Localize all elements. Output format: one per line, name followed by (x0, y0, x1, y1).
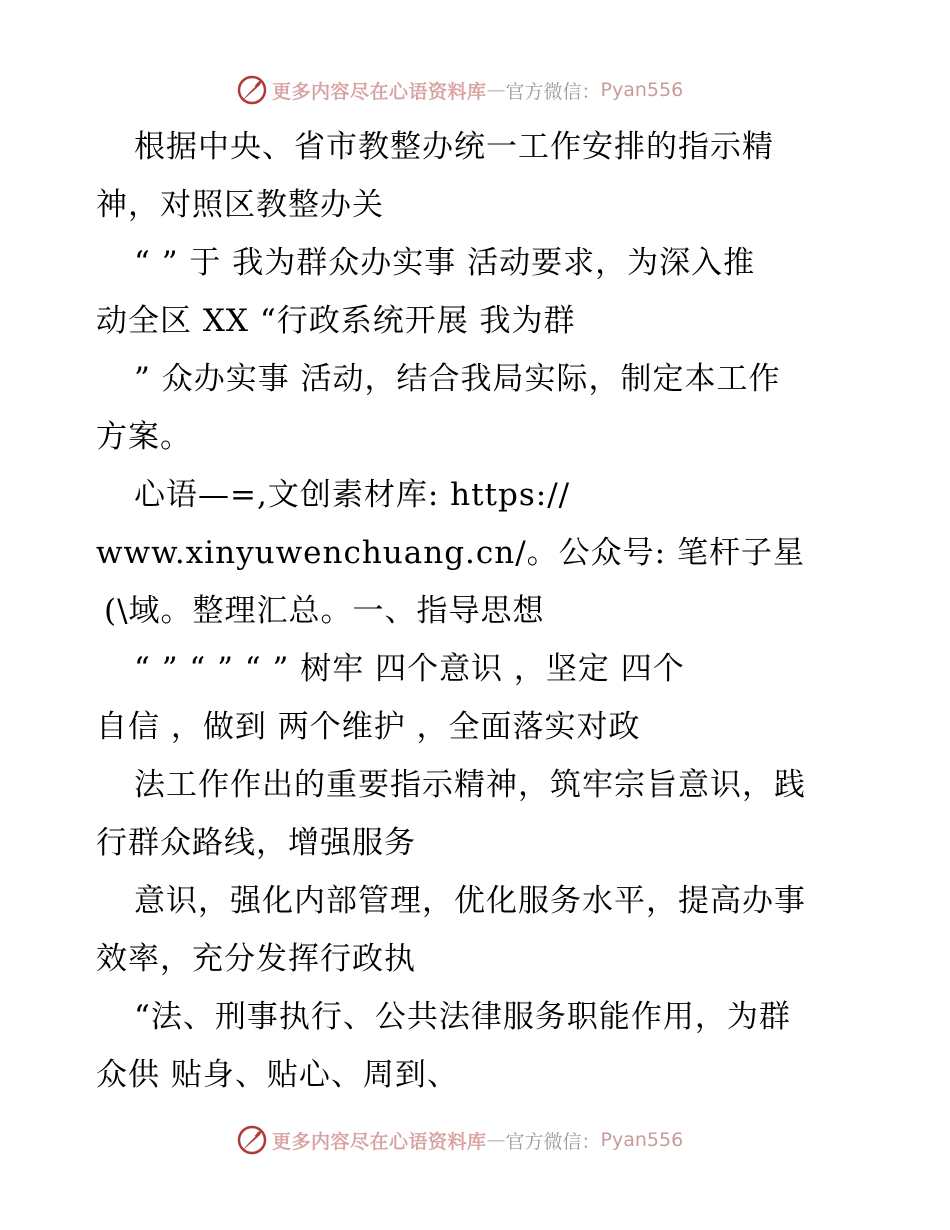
body-line: 自信 ，做到 两个维护 ，全面落实对政 (96, 709, 641, 745)
body-line: 行群众路线，增强服务 (96, 825, 416, 861)
banner-dash: — (486, 1129, 506, 1151)
banner-wechat-id: Pyan556 (600, 1129, 684, 1151)
body-line: ” 众办实事 活动，结合我局实际，制定本工作 (134, 361, 781, 397)
body-line: (\域。整理汇总。一、指导思想 (104, 593, 545, 629)
footer-banner (236, 1123, 683, 1157)
quill-logo-icon (236, 1124, 268, 1156)
document-body (96, 118, 866, 1104)
body-line: 法工作作出的重要指示精神，筑牢宗旨意识，践 (134, 767, 806, 803)
header-banner (236, 73, 683, 107)
banner-dash: — (486, 79, 506, 101)
body-line: “ ” “ ” “ ” 树牢 四个意识 ，坚定 四个 (134, 651, 685, 687)
body-line: 动全区 XX “行政系统开展 我为群 (96, 303, 576, 339)
body-line: 神，对照区教整办关 (96, 187, 384, 223)
quill-logo-icon (236, 74, 268, 106)
banner-wechat-label: 官方微信： (505, 1130, 601, 1153)
body-line: “法、刑事执行、公共法律服务职能作用，为群 (134, 999, 791, 1035)
banner-wechat-id: Pyan556 (600, 79, 684, 101)
banner-wechat-label: 官方微信： (505, 80, 601, 103)
body-line: www.xinyuwenchuang.cn/。公众号: 笔杆子星 (96, 535, 805, 571)
body-line: 意识，强化内部管理，优化服务水平，提高办事 (134, 883, 806, 919)
body-line: 根据中央、省市教整办统一工作安排的指示精 (134, 129, 774, 165)
banner-brand-text: 更多内容尽在心语资料库 (272, 80, 487, 103)
body-line: “ ” 于 我为群众办实事 活动要求，为深入推 (134, 245, 756, 281)
banner-brand-text: 更多内容尽在心语资料库 (272, 1130, 487, 1153)
body-line: 效率，充分发挥行政执 (96, 941, 416, 977)
body-line: 方案。 (96, 419, 192, 455)
body-line: 心语—=,文创素材库: https:// (134, 477, 571, 513)
body-line: 众供 贴身、贴心、周到、 (96, 1057, 459, 1093)
